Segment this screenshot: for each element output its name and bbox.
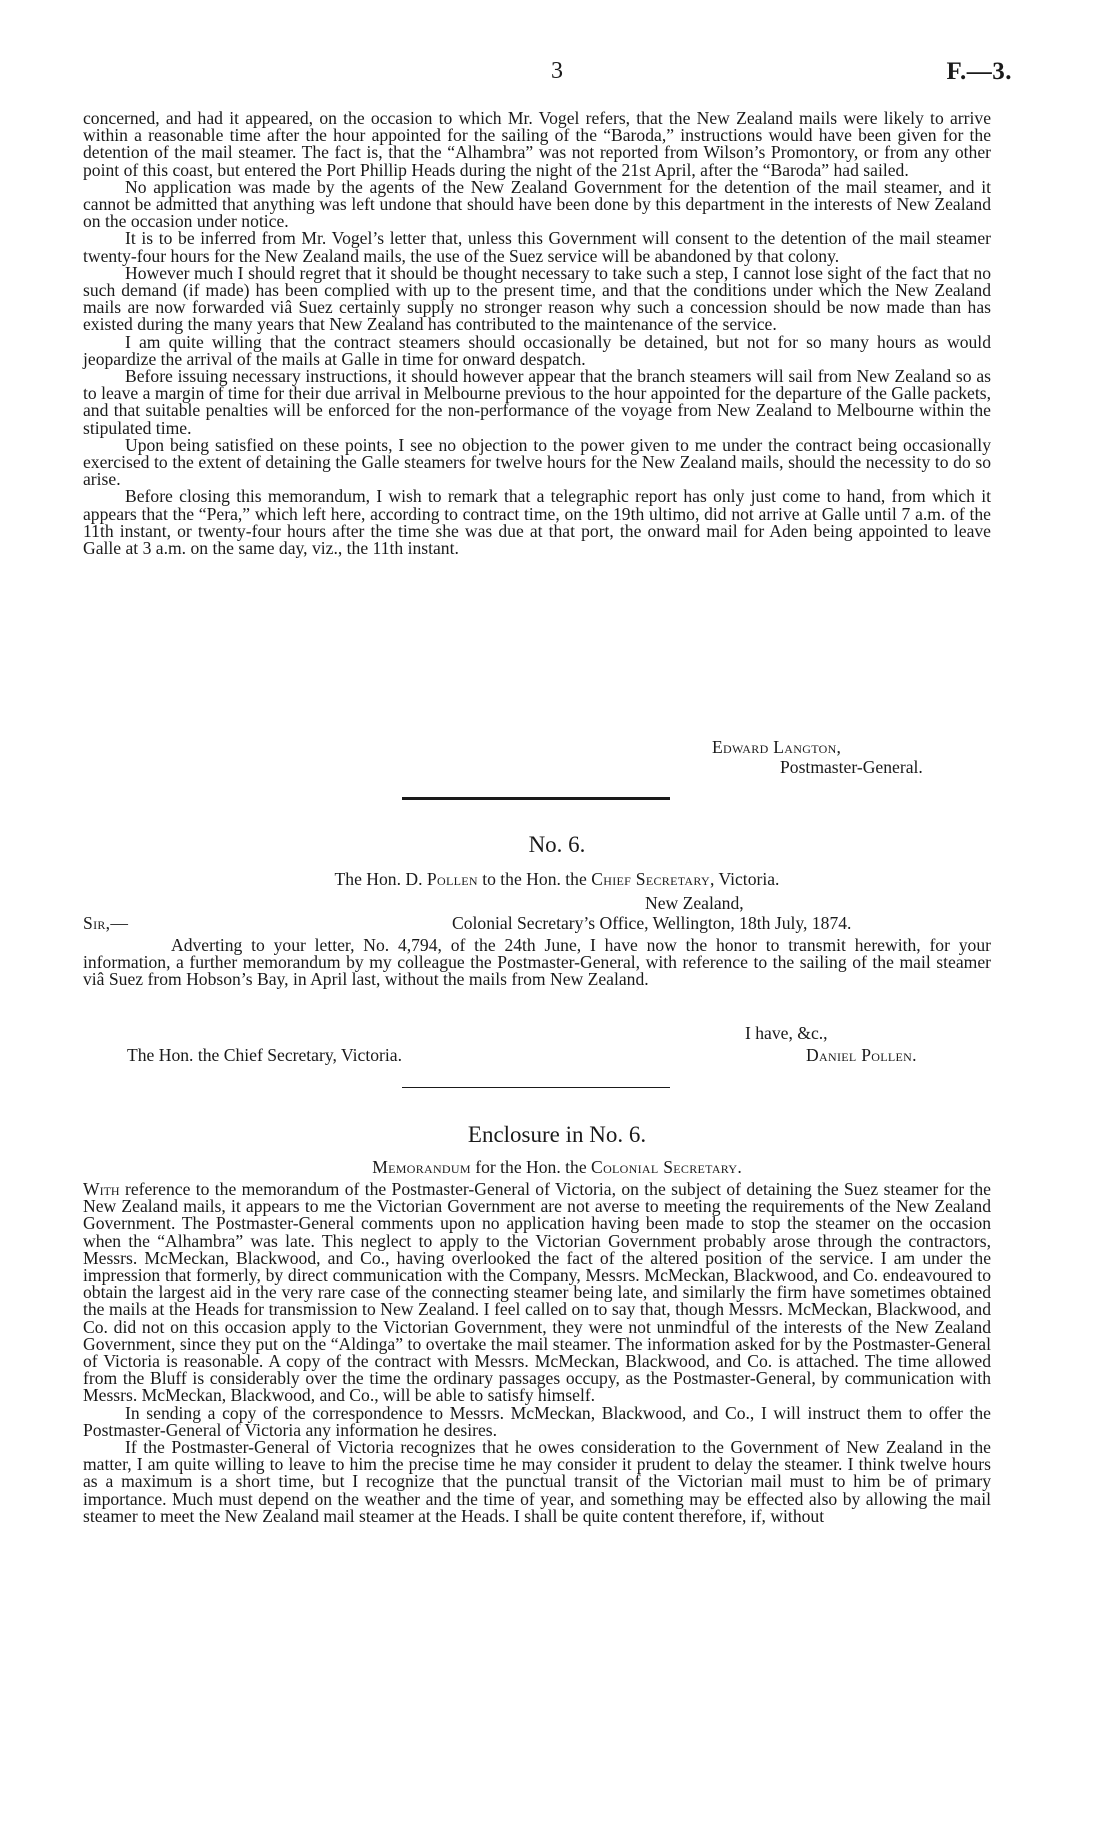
subtitle-name: Chief Secretary xyxy=(591,869,710,889)
subtitle-part: to the Hon. the xyxy=(477,869,592,889)
paragraph: Before issuing necessary instructions, it should however appear that the branch steamers will sail from New Zealand so as to leave a margin of time for their due arrival in Melbourne previous to the hour appointed for the departure of the Galle packets, and that suitable penalties will be enforced for the non-performance of the voyage from New Zealand to Melbourne within the stipulated time. xyxy=(83,366,991,438)
paragraph: I am quite willing that the contract steamers should occasionally be detained, but not for so many hours as would jeopardize the arrival of the mails at Galle in time for onward despatch. xyxy=(83,331,991,369)
subtitle-part: . xyxy=(737,1157,742,1177)
signature-name: Edward Langton, xyxy=(712,737,842,757)
letter-signature: Daniel Pollen. xyxy=(806,1045,917,1065)
paragraph: concerned, and had it appeared, on the occasion to which Mr. Vogel refers, that the New Zealand mails were likely to arrive within a reasonable time after the hour appointed for the sailing of the “Baroda,” instructions would have been given for the detention of the mail steamer. The fact is, that the “Alhambra” was not reported from Wilson’s Promontory, or from any other point of this coast, but entered the Port Phillip Heads during the night of the 21st April, after the “Baroda” had sailed. xyxy=(83,108,991,180)
paragraph-text: reference to the memorandum of the Postmaster-General of Victoria, on the subject of detaining the Suez steamer for the New Zealand mails, it appears to me the Victorian Government are not averse to meeting the requirements of the New Zealand Government. The Postmaster-General comments upon no application having been made to stop the steamer on the occasion when the “Alhambra” was late. This neglect to apply to the Victorian Government probably arose through the contractors, Messrs. McMeckan, Blackwood, and Co., having overlooked the fact of the altered position of the service. I am under the impression that formerly, by direct communication with the Company, Messrs. McMeckan, Blackwood, and Co. endeavoured to obtain the largest aid in the very rare case of the connecting steamer being late, and similarly the firm have sometimes obtained the mails at the Heads for transmission to New Zealand. I feel called on to say that, though Messrs. McMeckan, Blackwood, and Co. did not on this occasion apply to the Victorian Government, they were not unmindful of the interests of the New Zealand Government, since they put on the “Aldinga” to overtake the mail steamer. The information asked for by the Postmaster-General of Victoria is reasonable. A copy of the contract with Messrs. McMeckan, Blackwood, and Co. is attached. The time allowed from the Bluff is considerably over the time the ordinary passages occupy, as the Postmaster-General, by communication with Messrs. McMeckan, Blackwood, and Co., will be able to satisfy himself. xyxy=(83,1179,991,1406)
subtitle-name: Colonial Secretary xyxy=(591,1157,738,1177)
paragraph: However much I should regret that it should be thought necessary to take such a step, I cannot lose sight of the fact that no such demand (if made) has been complied with up to the present time, and that the conditions under which the New Zealand mails are now forwarded viâ Suez certainly supply no stronger reason why such a concession should be now made than has existed during the many years that New Zealand has contributed to the maintenance of the service. xyxy=(83,262,991,335)
page-number: 3 xyxy=(551,58,563,84)
memorandum-continuation xyxy=(83,110,991,557)
paragraph: In sending a copy of the correspondence to Messrs. McMeckan, Blackwood, and Co., I will instruct them to offer the Postmaster-General of Victoria any information he desires. xyxy=(83,1402,991,1440)
subtitle-part: , Victoria. xyxy=(709,869,780,889)
subtitle-part: The Hon. D. xyxy=(334,869,427,889)
first-word: With xyxy=(83,1179,120,1199)
paragraph: Adverting to your letter, No. 4,794, of the 24th June, I have now the honor to transmit herewith, for your information, a further memorandum by my colleague the Postmaster-General, with reference to the sailing of the mail steamer viâ Suez from Hobson’s Bay, in April last, without the mails from New Zealand. xyxy=(83,935,991,990)
paragraph: It is to be inferred from Mr. Vogel’s letter that, unless this Government will consent to the detention of the mail steamer twenty-four hours for the New Zealand mails, the use of the Suez service will be abandoned by that colony. xyxy=(83,228,991,266)
paragraph xyxy=(83,1181,991,1405)
section-divider xyxy=(402,797,670,800)
letter-subtitle xyxy=(0,869,1114,890)
paragraph: No application was made by the agents of the New Zealand Government for the detention of the mail steamer, and it cannot be admitted that anything was left undone that should have been done by this department in the interests of New Zealand on the occasion under notice. xyxy=(83,176,991,232)
letter-heading: No. 6. xyxy=(528,832,586,857)
document-code: F.—3. xyxy=(946,58,1012,85)
paragraph: If the Postmaster-General of Victoria recognizes that he owes consideration to the Government of New Zealand in the matter, I am quite willing to leave to him the precise time he may consider it prudent to delay the steamer. I think twelve hours as a maximum is a short time, but I recognize that the punctual transit of the Victorian mail must to him be of primary importance. Much must depend on the weather and the time of year, and something may be effected also by allowing the mail steamer to meet the New Zealand mail steamer at the Heads. I shall be quite content therefore, if, without xyxy=(83,1437,991,1526)
subtitle-name: Pollen xyxy=(426,869,478,889)
paragraph: Upon being satisfied on these points, I see no objection to the power given to me under the contract being occasionally exercised to the extent of detaining the Galle steamers for twelve hours for the New Zealand mails, should the necessity to do so arise. xyxy=(83,434,991,490)
enclosure-body xyxy=(83,1181,991,1525)
letter-body xyxy=(83,937,991,989)
subtitle-part: for the Hon. the xyxy=(470,1157,592,1177)
section-divider xyxy=(402,1087,670,1088)
subtitle-part: Memorandum xyxy=(372,1157,471,1177)
address-line: Colonial Secretary’s Office, Wellington, 18th July, 1874. xyxy=(452,913,852,933)
enclosure-subtitle xyxy=(0,1157,1114,1178)
paragraph: Before closing this memorandum, I wish to remark that a telegraphic report has only just come to hand, from which it appears that the “Pera,” which left here, according to contract time, on the 19th ultimo, did not arrive at Galle until 7 a.m. of the 11th instant, or twenty-four hours after the time she was due at that port, the onward mail for Aden being appointed to leave Galle at 3 a.m. on the same day, viz., the 11th instant. xyxy=(83,486,991,559)
salutation: Sir,— xyxy=(83,913,129,933)
closing: I have, &c., xyxy=(745,1023,828,1043)
address-line: New Zealand, xyxy=(645,893,744,913)
addressee: The Hon. the Chief Secretary, Victoria. xyxy=(127,1045,402,1065)
signature-title: Postmaster-General. xyxy=(780,757,923,777)
enclosure-heading: Enclosure in No. 6. xyxy=(467,1122,647,1147)
